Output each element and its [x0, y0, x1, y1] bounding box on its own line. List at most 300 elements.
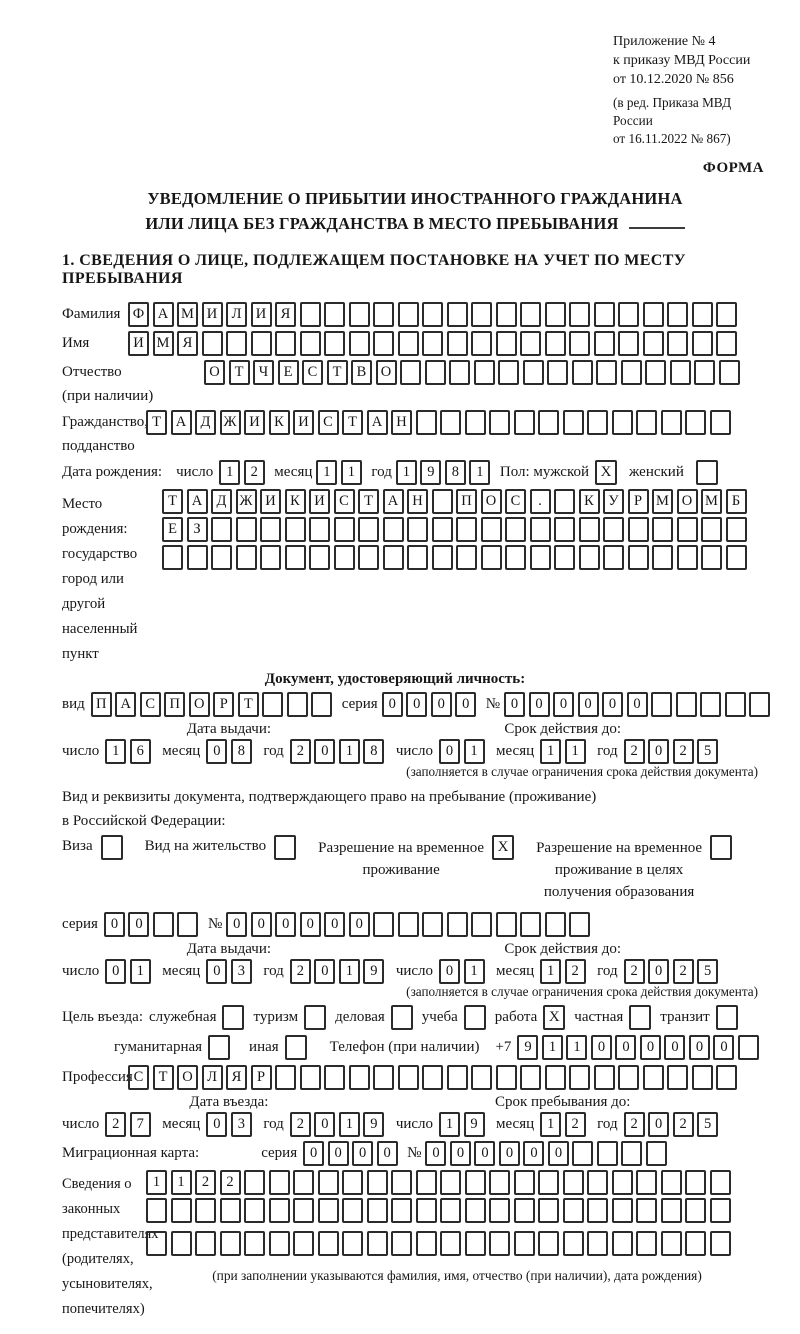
- char-cell[interactable]: Р: [251, 1065, 272, 1090]
- char-cell[interactable]: [685, 1170, 706, 1195]
- char-cell[interactable]: [677, 517, 698, 542]
- char-cell[interactable]: 0: [206, 739, 227, 764]
- char-cell[interactable]: [523, 360, 544, 385]
- char-cell[interactable]: 0: [314, 1112, 335, 1137]
- char-cell[interactable]: [514, 1198, 535, 1223]
- char-cell[interactable]: 0: [425, 1141, 446, 1166]
- char-cell[interactable]: 3: [231, 1112, 252, 1137]
- char-cell[interactable]: [685, 410, 706, 435]
- char-cell[interactable]: И: [309, 489, 330, 514]
- char-cell[interactable]: [422, 1065, 443, 1090]
- char-cell[interactable]: П: [164, 692, 185, 717]
- char-cell[interactable]: [324, 331, 345, 356]
- char-cell[interactable]: [171, 1231, 192, 1256]
- char-cell[interactable]: [334, 517, 355, 542]
- char-cell[interactable]: З: [187, 517, 208, 542]
- char-cell[interactable]: [367, 1231, 388, 1256]
- char-cell[interactable]: [710, 1170, 731, 1195]
- char-cell[interactable]: А: [367, 410, 388, 435]
- purpose-study-checkbox[interactable]: [464, 1005, 486, 1030]
- char-cell[interactable]: 0: [648, 1112, 669, 1137]
- char-cell[interactable]: [236, 517, 257, 542]
- char-cell[interactable]: 0: [303, 1141, 324, 1166]
- char-cell[interactable]: [236, 545, 257, 570]
- char-cell[interactable]: 0: [648, 959, 669, 984]
- char-cell[interactable]: [594, 302, 615, 327]
- char-cell[interactable]: [651, 692, 672, 717]
- char-cell[interactable]: М: [652, 489, 673, 514]
- char-cell[interactable]: 2: [565, 1112, 586, 1137]
- char-cell[interactable]: 0: [300, 912, 321, 937]
- char-cell[interactable]: 0: [128, 912, 149, 937]
- char-cell[interactable]: [563, 410, 584, 435]
- char-cell[interactable]: [471, 331, 492, 356]
- char-cell[interactable]: [563, 1198, 584, 1223]
- char-cell[interactable]: .: [530, 489, 551, 514]
- char-cell[interactable]: [481, 517, 502, 542]
- char-cell[interactable]: [554, 489, 575, 514]
- char-cell[interactable]: 0: [523, 1141, 544, 1166]
- char-cell[interactable]: [554, 545, 575, 570]
- char-cell[interactable]: [489, 1170, 510, 1195]
- char-cell[interactable]: [358, 545, 379, 570]
- char-cell[interactable]: [692, 331, 713, 356]
- char-cell[interactable]: С: [318, 410, 339, 435]
- char-cell[interactable]: [612, 1170, 633, 1195]
- char-cell[interactable]: [563, 1170, 584, 1195]
- char-cell[interactable]: [676, 692, 697, 717]
- char-cell[interactable]: В: [351, 360, 372, 385]
- char-cell[interactable]: [636, 1170, 657, 1195]
- char-cell[interactable]: [587, 1198, 608, 1223]
- char-cell[interactable]: Т: [238, 692, 259, 717]
- char-cell[interactable]: О: [177, 1065, 198, 1090]
- char-cell[interactable]: 0: [377, 1141, 398, 1166]
- char-cell[interactable]: 2: [673, 1112, 694, 1137]
- char-cell[interactable]: [465, 410, 486, 435]
- char-cell[interactable]: [749, 692, 770, 717]
- char-cell[interactable]: 1: [565, 739, 586, 764]
- char-cell[interactable]: [416, 1198, 437, 1223]
- char-cell[interactable]: 0: [226, 912, 247, 937]
- char-cell[interactable]: Е: [162, 517, 183, 542]
- male-checkbox[interactable]: X: [595, 460, 617, 485]
- char-cell[interactable]: [432, 517, 453, 542]
- char-cell[interactable]: [710, 1231, 731, 1256]
- char-cell[interactable]: 0: [615, 1035, 636, 1060]
- char-cell[interactable]: Д: [195, 410, 216, 435]
- char-cell[interactable]: [628, 517, 649, 542]
- char-cell[interactable]: 0: [439, 739, 460, 764]
- char-cell[interactable]: С: [140, 692, 161, 717]
- char-cell[interactable]: [520, 1065, 541, 1090]
- char-cell[interactable]: 1: [396, 460, 417, 485]
- char-cell[interactable]: [407, 517, 428, 542]
- char-cell[interactable]: [244, 1170, 265, 1195]
- char-cell[interactable]: [661, 1231, 682, 1256]
- char-cell[interactable]: [481, 545, 502, 570]
- char-cell[interactable]: [538, 410, 559, 435]
- char-cell[interactable]: [220, 1231, 241, 1256]
- char-cell[interactable]: Д: [211, 489, 232, 514]
- char-cell[interactable]: 0: [640, 1035, 661, 1060]
- char-cell[interactable]: 0: [648, 739, 669, 764]
- char-cell[interactable]: [440, 1198, 461, 1223]
- char-cell[interactable]: 1: [566, 1035, 587, 1060]
- char-cell[interactable]: 5: [697, 1112, 718, 1137]
- char-cell[interactable]: [579, 517, 600, 542]
- char-cell[interactable]: О: [204, 360, 225, 385]
- char-cell[interactable]: 5: [697, 739, 718, 764]
- char-cell[interactable]: [612, 1231, 633, 1256]
- char-cell[interactable]: [572, 1141, 593, 1166]
- char-cell[interactable]: О: [481, 489, 502, 514]
- char-cell[interactable]: 7: [130, 1112, 151, 1137]
- char-cell[interactable]: [471, 302, 492, 327]
- char-cell[interactable]: [587, 1170, 608, 1195]
- char-cell[interactable]: [645, 360, 666, 385]
- char-cell[interactable]: [422, 331, 443, 356]
- char-cell[interactable]: У: [603, 489, 624, 514]
- char-cell[interactable]: 2: [673, 959, 694, 984]
- char-cell[interactable]: [514, 410, 535, 435]
- char-cell[interactable]: [391, 1198, 412, 1223]
- char-cell[interactable]: [538, 1231, 559, 1256]
- char-cell[interactable]: [563, 1231, 584, 1256]
- char-cell[interactable]: С: [334, 489, 355, 514]
- char-cell[interactable]: [667, 1065, 688, 1090]
- char-cell[interactable]: 0: [275, 912, 296, 937]
- char-cell[interactable]: 2: [673, 739, 694, 764]
- char-cell[interactable]: 8: [231, 739, 252, 764]
- char-cell[interactable]: О: [376, 360, 397, 385]
- char-cell[interactable]: [579, 545, 600, 570]
- char-cell[interactable]: 0: [578, 692, 599, 717]
- char-cell[interactable]: [594, 331, 615, 356]
- char-cell[interactable]: [309, 545, 330, 570]
- char-cell[interactable]: [667, 302, 688, 327]
- char-cell[interactable]: 2: [195, 1170, 216, 1195]
- char-cell[interactable]: [260, 517, 281, 542]
- char-cell[interactable]: 2: [565, 959, 586, 984]
- char-cell[interactable]: [309, 517, 330, 542]
- char-cell[interactable]: [177, 912, 198, 937]
- char-cell[interactable]: [367, 1198, 388, 1223]
- char-cell[interactable]: [373, 1065, 394, 1090]
- char-cell[interactable]: [373, 912, 394, 937]
- char-cell[interactable]: [300, 302, 321, 327]
- char-cell[interactable]: [447, 1065, 468, 1090]
- char-cell[interactable]: [719, 360, 740, 385]
- char-cell[interactable]: [275, 1065, 296, 1090]
- char-cell[interactable]: [569, 331, 590, 356]
- char-cell[interactable]: [692, 1065, 713, 1090]
- char-cell[interactable]: 2: [624, 959, 645, 984]
- char-cell[interactable]: [373, 302, 394, 327]
- char-cell[interactable]: 0: [206, 1112, 227, 1137]
- char-cell[interactable]: [440, 1231, 461, 1256]
- char-cell[interactable]: Ч: [253, 360, 274, 385]
- char-cell[interactable]: [530, 517, 551, 542]
- char-cell[interactable]: [146, 1198, 167, 1223]
- char-cell[interactable]: [447, 912, 468, 937]
- char-cell[interactable]: [383, 545, 404, 570]
- char-cell[interactable]: С: [302, 360, 323, 385]
- char-cell[interactable]: [153, 912, 174, 937]
- char-cell[interactable]: [685, 1231, 706, 1256]
- char-cell[interactable]: [569, 302, 590, 327]
- purpose-other-checkbox[interactable]: [285, 1035, 307, 1060]
- char-cell[interactable]: 2: [290, 1112, 311, 1137]
- char-cell[interactable]: [677, 545, 698, 570]
- char-cell[interactable]: 0: [499, 1141, 520, 1166]
- char-cell[interactable]: [195, 1198, 216, 1223]
- char-cell[interactable]: К: [579, 489, 600, 514]
- char-cell[interactable]: [456, 517, 477, 542]
- char-cell[interactable]: И: [260, 489, 281, 514]
- char-cell[interactable]: И: [244, 410, 265, 435]
- char-cell[interactable]: [596, 360, 617, 385]
- char-cell[interactable]: 2: [624, 1112, 645, 1137]
- char-cell[interactable]: [400, 360, 421, 385]
- char-cell[interactable]: 0: [689, 1035, 710, 1060]
- char-cell[interactable]: [447, 331, 468, 356]
- char-cell[interactable]: [358, 517, 379, 542]
- char-cell[interactable]: [449, 360, 470, 385]
- char-cell[interactable]: 2: [105, 1112, 126, 1137]
- char-cell[interactable]: [342, 1170, 363, 1195]
- char-cell[interactable]: Р: [628, 489, 649, 514]
- char-cell[interactable]: [716, 331, 737, 356]
- purpose-private-checkbox[interactable]: [629, 1005, 651, 1030]
- char-cell[interactable]: 2: [624, 739, 645, 764]
- char-cell[interactable]: [603, 517, 624, 542]
- char-cell[interactable]: 2: [244, 460, 265, 485]
- char-cell[interactable]: 0: [664, 1035, 685, 1060]
- char-cell[interactable]: [275, 331, 296, 356]
- char-cell[interactable]: 0: [627, 692, 648, 717]
- char-cell[interactable]: Я: [275, 302, 296, 327]
- char-cell[interactable]: [416, 1231, 437, 1256]
- char-cell[interactable]: [318, 1231, 339, 1256]
- char-cell[interactable]: Т: [153, 1065, 174, 1090]
- char-cell[interactable]: А: [153, 302, 174, 327]
- char-cell[interactable]: [407, 545, 428, 570]
- char-cell[interactable]: 0: [553, 692, 574, 717]
- purpose-transit-checkbox[interactable]: [716, 1005, 738, 1030]
- char-cell[interactable]: [569, 912, 590, 937]
- char-cell[interactable]: [447, 302, 468, 327]
- char-cell[interactable]: А: [187, 489, 208, 514]
- char-cell[interactable]: [318, 1198, 339, 1223]
- char-cell[interactable]: 6: [130, 739, 151, 764]
- char-cell[interactable]: [269, 1170, 290, 1195]
- char-cell[interactable]: [520, 912, 541, 937]
- char-cell[interactable]: [667, 331, 688, 356]
- char-cell[interactable]: [661, 1170, 682, 1195]
- char-cell[interactable]: [621, 360, 642, 385]
- char-cell[interactable]: [432, 545, 453, 570]
- char-cell[interactable]: Т: [229, 360, 250, 385]
- char-cell[interactable]: [498, 360, 519, 385]
- char-cell[interactable]: [628, 545, 649, 570]
- char-cell[interactable]: [269, 1231, 290, 1256]
- char-cell[interactable]: [342, 1198, 363, 1223]
- char-cell[interactable]: 8: [445, 460, 466, 485]
- char-cell[interactable]: [618, 1065, 639, 1090]
- char-cell[interactable]: [547, 360, 568, 385]
- char-cell[interactable]: [514, 1170, 535, 1195]
- char-cell[interactable]: [471, 1065, 492, 1090]
- char-cell[interactable]: [226, 331, 247, 356]
- char-cell[interactable]: 0: [206, 959, 227, 984]
- temp-residence-checkbox[interactable]: X: [492, 835, 514, 860]
- char-cell[interactable]: 0: [529, 692, 550, 717]
- char-cell[interactable]: 9: [363, 959, 384, 984]
- char-cell[interactable]: 1: [316, 460, 337, 485]
- char-cell[interactable]: [612, 410, 633, 435]
- char-cell[interactable]: [505, 545, 526, 570]
- char-cell[interactable]: 1: [219, 460, 240, 485]
- char-cell[interactable]: [726, 545, 747, 570]
- char-cell[interactable]: [594, 1065, 615, 1090]
- char-cell[interactable]: Т: [162, 489, 183, 514]
- char-cell[interactable]: 0: [713, 1035, 734, 1060]
- char-cell[interactable]: [597, 1141, 618, 1166]
- char-cell[interactable]: [618, 302, 639, 327]
- char-cell[interactable]: [661, 410, 682, 435]
- char-cell[interactable]: [643, 302, 664, 327]
- char-cell[interactable]: [700, 692, 721, 717]
- char-cell[interactable]: [260, 545, 281, 570]
- char-cell[interactable]: Я: [177, 331, 198, 356]
- char-cell[interactable]: [643, 1065, 664, 1090]
- female-checkbox[interactable]: [696, 460, 718, 485]
- char-cell[interactable]: [202, 331, 223, 356]
- char-cell[interactable]: Т: [342, 410, 363, 435]
- char-cell[interactable]: 0: [455, 692, 476, 717]
- char-cell[interactable]: [398, 912, 419, 937]
- char-cell[interactable]: 0: [328, 1141, 349, 1166]
- char-cell[interactable]: [636, 410, 657, 435]
- char-cell[interactable]: [670, 360, 691, 385]
- char-cell[interactable]: 0: [406, 692, 427, 717]
- char-cell[interactable]: [465, 1198, 486, 1223]
- char-cell[interactable]: 1: [469, 460, 490, 485]
- char-cell[interactable]: [716, 1065, 737, 1090]
- char-cell[interactable]: [324, 1065, 345, 1090]
- char-cell[interactable]: [269, 1198, 290, 1223]
- char-cell[interactable]: 1: [105, 739, 126, 764]
- char-cell[interactable]: 0: [439, 959, 460, 984]
- char-cell[interactable]: 0: [431, 692, 452, 717]
- char-cell[interactable]: [489, 1231, 510, 1256]
- char-cell[interactable]: М: [701, 489, 722, 514]
- char-cell[interactable]: [514, 1231, 535, 1256]
- char-cell[interactable]: 0: [314, 959, 335, 984]
- visa-checkbox[interactable]: [101, 835, 123, 860]
- char-cell[interactable]: [440, 410, 461, 435]
- char-cell[interactable]: 0: [104, 912, 125, 937]
- char-cell[interactable]: [636, 1198, 657, 1223]
- char-cell[interactable]: [643, 331, 664, 356]
- char-cell[interactable]: [726, 517, 747, 542]
- char-cell[interactable]: 8: [363, 739, 384, 764]
- char-cell[interactable]: 0: [251, 912, 272, 937]
- char-cell[interactable]: [391, 1170, 412, 1195]
- char-cell[interactable]: [489, 1198, 510, 1223]
- char-cell[interactable]: Т: [327, 360, 348, 385]
- char-cell[interactable]: [349, 302, 370, 327]
- char-cell[interactable]: Т: [358, 489, 379, 514]
- char-cell[interactable]: П: [456, 489, 477, 514]
- purpose-business-checkbox[interactable]: [391, 1005, 413, 1030]
- char-cell[interactable]: [324, 302, 345, 327]
- char-cell[interactable]: А: [115, 692, 136, 717]
- char-cell[interactable]: 0: [324, 912, 345, 937]
- char-cell[interactable]: [425, 360, 446, 385]
- purpose-official-checkbox[interactable]: [222, 1005, 244, 1030]
- char-cell[interactable]: [367, 1170, 388, 1195]
- char-cell[interactable]: [612, 1198, 633, 1223]
- char-cell[interactable]: [701, 517, 722, 542]
- purpose-humanitarian-checkbox[interactable]: [208, 1035, 230, 1060]
- char-cell[interactable]: [285, 545, 306, 570]
- char-cell[interactable]: 1: [339, 739, 360, 764]
- char-cell[interactable]: [146, 1231, 167, 1256]
- char-cell[interactable]: [293, 1231, 314, 1256]
- char-cell[interactable]: 9: [363, 1112, 384, 1137]
- char-cell[interactable]: [211, 517, 232, 542]
- char-cell[interactable]: [465, 1170, 486, 1195]
- char-cell[interactable]: К: [285, 489, 306, 514]
- char-cell[interactable]: И: [251, 302, 272, 327]
- char-cell[interactable]: [716, 302, 737, 327]
- char-cell[interactable]: [545, 1065, 566, 1090]
- char-cell[interactable]: [710, 1198, 731, 1223]
- char-cell[interactable]: [251, 331, 272, 356]
- char-cell[interactable]: 0: [352, 1141, 373, 1166]
- char-cell[interactable]: [416, 1170, 437, 1195]
- char-cell[interactable]: [422, 912, 443, 937]
- char-cell[interactable]: [349, 331, 370, 356]
- char-cell[interactable]: 0: [349, 912, 370, 937]
- char-cell[interactable]: [652, 545, 673, 570]
- char-cell[interactable]: [738, 1035, 759, 1060]
- purpose-work-checkbox[interactable]: X: [543, 1005, 565, 1030]
- char-cell[interactable]: 0: [602, 692, 623, 717]
- char-cell[interactable]: [422, 302, 443, 327]
- char-cell[interactable]: А: [383, 489, 404, 514]
- char-cell[interactable]: 0: [314, 739, 335, 764]
- char-cell[interactable]: [440, 1170, 461, 1195]
- char-cell[interactable]: И: [202, 302, 223, 327]
- char-cell[interactable]: [710, 410, 731, 435]
- char-cell[interactable]: [530, 545, 551, 570]
- char-cell[interactable]: [496, 302, 517, 327]
- char-cell[interactable]: 1: [339, 959, 360, 984]
- char-cell[interactable]: 1: [540, 959, 561, 984]
- char-cell[interactable]: Е: [278, 360, 299, 385]
- char-cell[interactable]: [538, 1170, 559, 1195]
- char-cell[interactable]: М: [153, 331, 174, 356]
- char-cell[interactable]: 1: [540, 739, 561, 764]
- char-cell[interactable]: [456, 545, 477, 570]
- char-cell[interactable]: [520, 331, 541, 356]
- char-cell[interactable]: 1: [439, 1112, 460, 1137]
- char-cell[interactable]: 1: [464, 739, 485, 764]
- char-cell[interactable]: [618, 331, 639, 356]
